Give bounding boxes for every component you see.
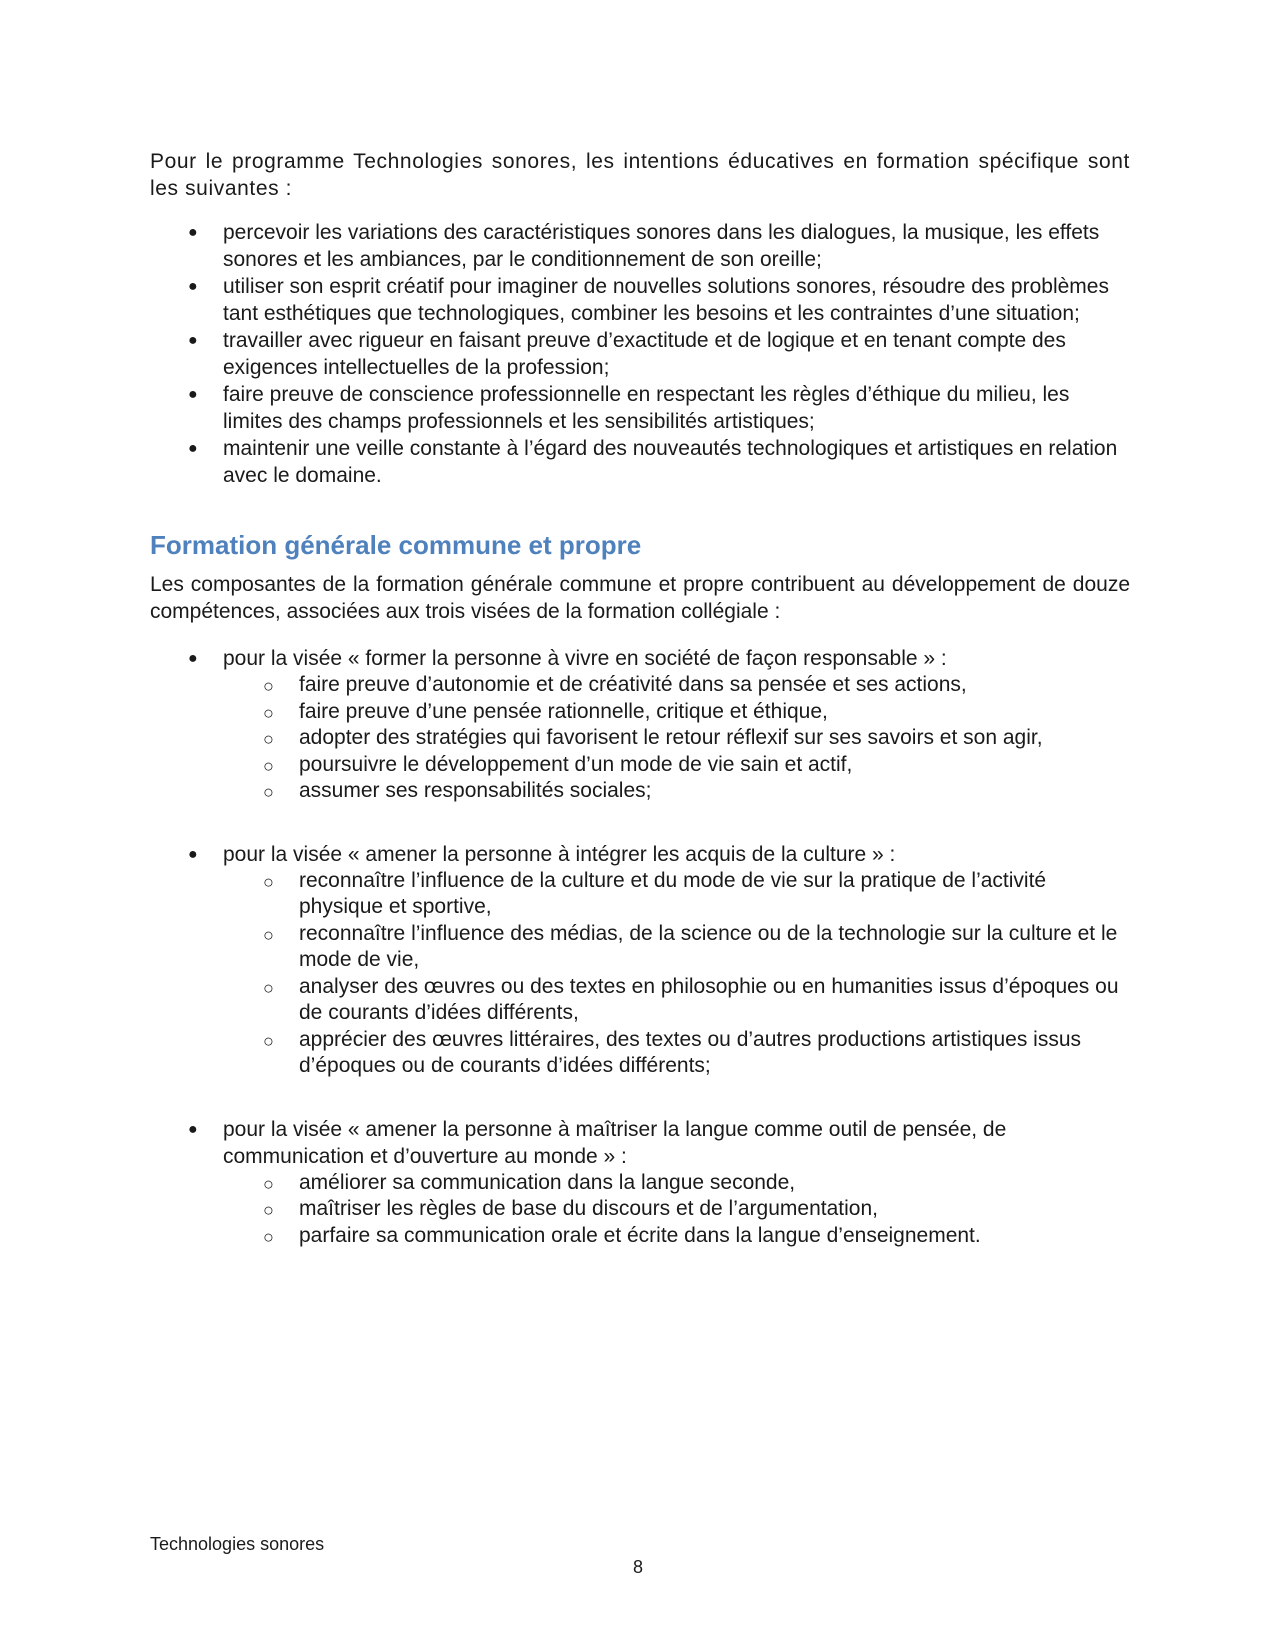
list-item bbox=[150, 381, 1130, 435]
intro-paragraph: Pour le programme Technologies sonores, les intentions éducatives en formation spécifique sont les suivantes : bbox=[150, 150, 1130, 200]
sublist-item bbox=[223, 1027, 1130, 1080]
sublist-item-text: maîtriser les règles de base du discours et de l’argumentation, bbox=[299, 1197, 878, 1220]
circle-bullet-icon: ○ bbox=[263, 1030, 274, 1051]
intentions-list bbox=[150, 219, 1130, 489]
circle-bullet-icon: ○ bbox=[263, 924, 274, 945]
list-item-text: utiliser son esprit créatif pour imaginer de nouvelles solutions sonores, résoudre des problèmes tant esthétiques que technologiques, combiner les besoins et les contraintes d’une situation; bbox=[223, 275, 1109, 325]
sublist-item bbox=[223, 974, 1130, 1027]
visee-label: pour la visée « amener la personne à intégrer les acquis de la culture » : bbox=[223, 842, 896, 866]
visee-item bbox=[150, 841, 1130, 1080]
list-item-text: travailler avec rigueur en faisant preuve d’exactitude et de logique et en tenant compte des exigences intellectuelles de la profession; bbox=[223, 329, 1066, 379]
list-item bbox=[150, 327, 1130, 381]
circle-bullet-icon: ○ bbox=[263, 871, 274, 892]
list-item-text: faire preuve de conscience professionnelle en respectant les règles d’éthique du milieu, les limites des champs professionnels et les sensibilités artistiques; bbox=[223, 383, 1070, 433]
circle-bullet-icon: ○ bbox=[263, 977, 274, 998]
bullet-icon: ● bbox=[188, 278, 198, 295]
sublist-item bbox=[223, 699, 1130, 726]
sublist-item-text: analyser des œuvres ou des textes en philosophie ou en humanities issus d’époques ou de courants d’idées différents, bbox=[299, 974, 1119, 1024]
page-number: 8 bbox=[632, 1557, 643, 1577]
circle-bullet-icon: ○ bbox=[263, 755, 274, 776]
bullet-icon: ● bbox=[188, 386, 198, 403]
circle-bullet-icon: ○ bbox=[263, 1173, 274, 1194]
circle-bullet-icon: ○ bbox=[263, 1200, 274, 1220]
circle-bullet-icon: ○ bbox=[263, 1226, 274, 1247]
competences-sublist bbox=[223, 868, 1130, 1080]
list-item-text: percevoir les variations des caractéristiques sonores dans les dialogues, la musique, les effets sonores et les ambiances, par le conditionnement de son oreille; bbox=[223, 221, 1100, 271]
sublist-item-text: faire preuve d’une pensée rationnelle, critique et éthique, bbox=[299, 699, 828, 723]
sublist-item bbox=[223, 1170, 1130, 1197]
circle-bullet-icon: ○ bbox=[263, 702, 274, 723]
bullet-icon: ● bbox=[188, 845, 198, 863]
sublist-item-text: apprécier des œuvres littéraires, des textes ou d’autres productions artistiques issus d’époques ou de courants d’idées différents; bbox=[299, 1027, 1082, 1077]
sublist-item bbox=[223, 752, 1130, 779]
visees-list bbox=[150, 645, 1130, 1249]
visee-item bbox=[150, 1116, 1130, 1250]
sublist-item bbox=[223, 725, 1130, 752]
list-item bbox=[150, 435, 1130, 489]
sublist-item-text: poursuivre le développement d’un mode de vie sain et actif, bbox=[299, 752, 853, 776]
list-item bbox=[150, 219, 1130, 273]
sublist-item-text: adopter des stratégies qui favorisent le retour réflexif sur ses savoirs et son agir, bbox=[299, 726, 1043, 749]
document-page bbox=[150, 148, 1130, 1285]
sublist-item-text: améliorer sa communication dans la langue seconde, bbox=[299, 1170, 796, 1194]
sublist-item bbox=[223, 778, 1130, 805]
visee-label: pour la visée « amener la personne à maîtriser la langue comme outil de pensée, de communication et d’ouverture au monde » : bbox=[223, 1117, 1007, 1168]
bullet-icon: ● bbox=[188, 224, 198, 241]
section-heading: Formation générale commune et propre bbox=[150, 530, 642, 560]
sublist-item-text: parfaire sa communication orale et écrite dans la langue d’enseignement. bbox=[299, 1223, 981, 1247]
sublist-item bbox=[223, 1223, 1130, 1250]
bullet-icon: ● bbox=[188, 332, 198, 349]
sublist-item-text: reconnaître l’influence de la culture et du mode de vie sur la pratique de l’activité physique et sportive, bbox=[299, 868, 1047, 918]
section-intro-paragraph: Les composantes de la formation générale commune et propre contribuent au développement de douze compétences, associées aux trois visées de la formation collégiale : bbox=[150, 573, 1130, 623]
visee-item bbox=[150, 645, 1130, 805]
visee-label: pour la visée « former la personne à vivre en société de façon responsable » : bbox=[223, 647, 947, 670]
competences-sublist bbox=[223, 1170, 1130, 1250]
footer-title: Technologies sonores bbox=[150, 1534, 325, 1554]
list-item bbox=[150, 273, 1130, 327]
sublist-item-text: reconnaître l’influence des médias, de la science ou de la technologie sur la culture et le mode de vie, bbox=[299, 921, 1118, 971]
circle-bullet-icon: ○ bbox=[263, 782, 274, 802]
circle-bullet-icon: ○ bbox=[263, 729, 274, 749]
sublist-item-text: faire preuve d’autonomie et de créativité dans sa pensée et ses actions, bbox=[299, 673, 967, 696]
sublist-item bbox=[223, 868, 1130, 921]
competences-sublist bbox=[223, 672, 1130, 805]
bullet-icon: ● bbox=[188, 440, 198, 457]
sublist-item bbox=[223, 672, 1130, 699]
circle-bullet-icon: ○ bbox=[263, 676, 274, 696]
list-item-text: maintenir une veille constante à l’égard des nouveautés technologiques et artistiques en relation avec le domaine. bbox=[223, 437, 1118, 487]
bullet-icon: ● bbox=[188, 650, 198, 667]
sublist-item bbox=[223, 1196, 1130, 1223]
bullet-icon: ● bbox=[188, 1120, 198, 1138]
sublist-item bbox=[223, 921, 1130, 974]
sublist-item-text: assumer ses responsabilités sociales; bbox=[299, 779, 652, 802]
